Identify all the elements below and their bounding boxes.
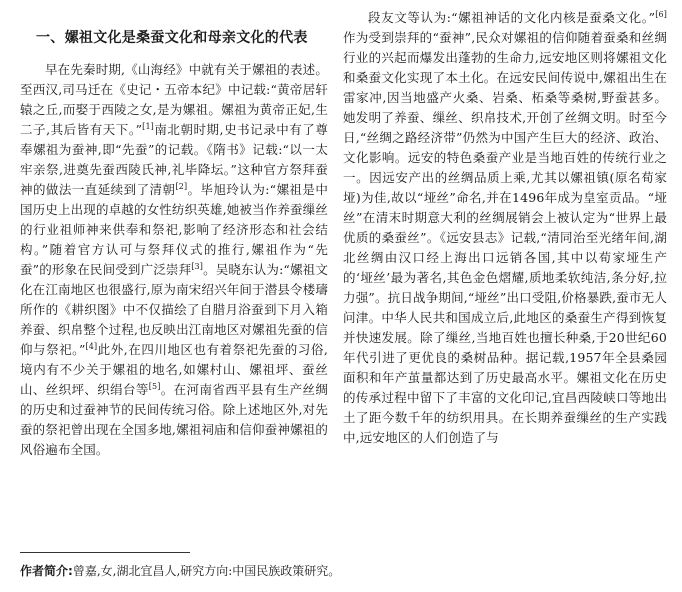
author-note-label: 作者简介:	[20, 564, 73, 578]
author-note-text: 曾嘉,女,湖北宜昌人,研究方向:中国民族政策研究。	[72, 564, 341, 578]
text-segment: 。在河南省西平县有生产丝绸的历史和过蚕神节的民间传统习俗。除上述地区外,对先蚕的祭祀曾出现在全国多地,嫘祖祠庙和信仰蚕神嫘祖的风俗遍布全国。	[20, 382, 328, 457]
right-column	[343, 8, 667, 448]
citation-ref: [3]	[191, 261, 204, 271]
citation-ref: [1]	[142, 121, 154, 131]
left-body-paragraph	[20, 60, 328, 460]
left-column	[20, 8, 328, 460]
footnote-divider	[20, 552, 190, 553]
author-note	[20, 562, 340, 580]
text-segment: 此外,在四川地区也有着祭祀先蚕的习俗,境内有不少关于嫘祖的地名,如嫘村山、嫘祖坪、蚕丝山、丝织坪、织绢台等	[20, 342, 328, 397]
right-body-paragraph	[343, 8, 667, 448]
text-segment: 。毕旭玲认为:“嫘祖是中国历史上出现的卓越的女性纺织英雄,她被当作养蚕缫丝的行业祖师神来供奉和祭祀,影响了经济形态和社会结构。”随着官方认可与祭拜仪式的推行,嫘祖作为“先蚕”的形象在民间受到广泛崇拜	[20, 182, 328, 277]
text-segment: 早在先秦时期,《山海经》中就有关于嫘祖的表述。至西汉,司马迁在《史记・五帝本纪》中记载:“黄帝居轩辕之丘,而娶于西陵之女,是为嫘祖。嫘祖为黄帝正妃,生二子,其后皆有天下。”	[20, 62, 328, 137]
citation-ref: [5]	[148, 381, 161, 391]
citation-ref: [6]	[655, 9, 667, 19]
text-segment: 作为受到崇拜的“蚕神”,民众对嫘祖的信仰随着蚕桑和丝绸行业的兴起而爆发出蓬勃的生命力,远安地区则将嫘祖文化和桑蚕文化实现了本土化。在远安民间传说中,嫘祖出生在雷家冲,因当地盛产火桑、岩桑、柘桑等桑树,野蚕甚多。她发明了养蚕、缫丝、织帛技术,开创了丝绸文明。时至今日,“丝绸之路经济带”仍然为中国产生巨大的经济、政治、文化影响。远安的特色桑蚕产业是当地百姓的传统行业之一。因远安产出的丝绸品质上乘,尤其以嫘祖镇(原名荀家垭)为佳,故以“垭丝”命名,并在1496年成为皇室贡品。“垭丝”在清末时期意大利的丝绸展销会上被认定为“世界上最优质的桑蚕丝”。《远安县志》记载,“清同治至光绪年间,湖北丝绸由汉口经上海出口远销各国,其中以荀家垭生产的‘垭丝’最为著名,其色金色熠耀,质地柔软纯洁,条分好,拉力强”。抗日战争期间,“垭丝”出口受阻,价格暴跌,蚕市无人问津。中华人民共和国成立后,此地区的桑蚕生产得到恢复并快速发展。除了缫丝,当地百姓也擅长种桑,于20世纪60年代引进了更优良的桑树品种。据记载,1957年全县桑园面积和年产茧量都达到了历史最高水平。嫘祖文化在历史的传承过程中留下了丰富的文化印记,宜昌西陵峡口等地出土了距今数千年的纺织用具。在长期养蚕缫丝的生产实践中,远安地区的人们创造了与	[343, 30, 667, 445]
citation-ref: [2]	[175, 181, 188, 191]
citation-ref: [4]	[85, 341, 98, 351]
text-segment: 南北朝时期,史书记录中有了尊奉嫘祖为蚕神,即“先蚕”的记载。《隋书》记载:“以一太牢亲祭,进奠先蚕西陵氏神,礼毕降坛。”这种官方祭拜蚕神的做法一直延续到了清朝	[20, 122, 329, 197]
text-segment: 。吴晓东认为:“嫘祖文化在江南地区也很盛行,原为南宋绍兴年间于潜县令楼璹所作的《耕织图》中不仅描绘了自腊月浴蚕到下月入箱养蚕、织帛整个过程,也反映出江南地区对嫘祖先蚕的信仰与祭祀。”	[20, 262, 328, 357]
text-segment: 段友文等认为:“嫘祖神话的文化内核是蚕桑文化。”	[368, 10, 656, 25]
section-heading: 一、嫘祖文化是桑蚕文化和母亲文化的代表	[36, 30, 308, 46]
